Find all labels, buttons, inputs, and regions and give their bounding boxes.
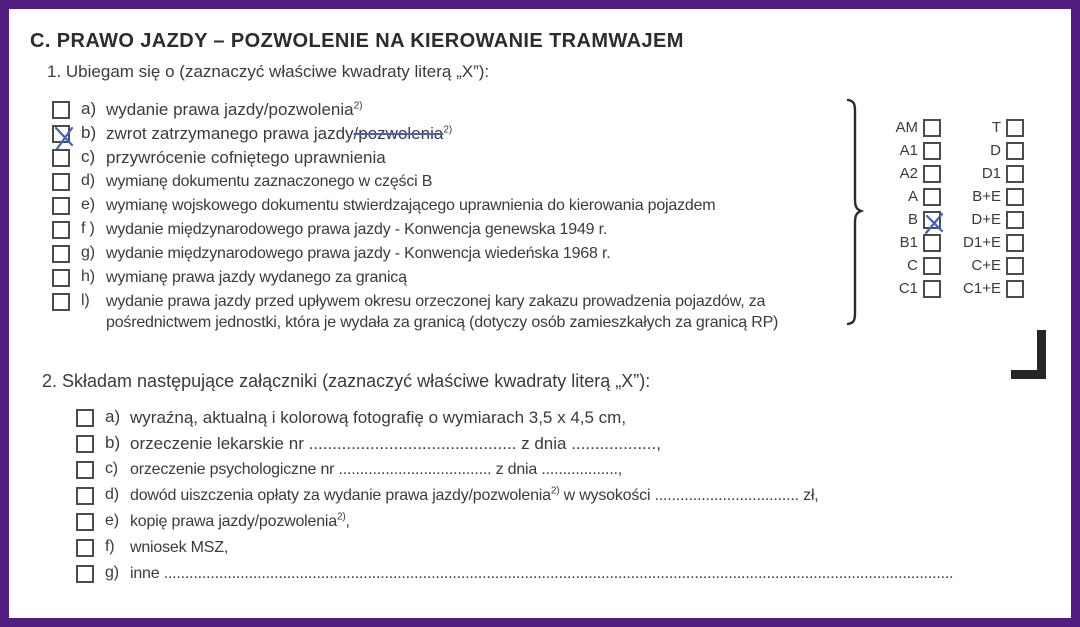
item-prefix: f) (105, 538, 115, 555)
checkbox-s2-f[interactable] (76, 539, 94, 557)
s1-item-g (52, 243, 796, 264)
checkbox-cat-C1+E[interactable] (1006, 280, 1024, 298)
s1-item-h (52, 267, 796, 288)
checkbox-s1-d[interactable] (52, 173, 70, 191)
checkbox-cat-A2[interactable] (923, 165, 941, 183)
item-text: kopię prawa jazdy/pozwolenia$^{2)}$, (130, 511, 350, 530)
category-label-D: D (990, 142, 1001, 159)
category-row (878, 257, 1024, 275)
item-text: orzeczenie lekarskie nr ............................................ z dnia .................., (130, 434, 661, 453)
category-row (878, 119, 1024, 137)
s1-item-b (52, 123, 796, 144)
item-prefix: c) (81, 147, 96, 166)
footnote-ref: 2) (353, 100, 363, 112)
item-prefix: c) (105, 460, 118, 477)
footnote-ref: 2) (336, 511, 346, 523)
item-prefix: f ) (81, 220, 95, 237)
item-prefix: a) (81, 99, 97, 118)
checkbox-cat-D[interactable] (1006, 142, 1024, 160)
item-prefix: d) (105, 486, 119, 503)
item-prefix: h) (81, 268, 95, 285)
checkbox-s2-g[interactable] (76, 565, 94, 583)
category-row (878, 280, 1024, 298)
item-text: wymianę prawa jazdy wydanego za granicą (106, 269, 407, 286)
item-text: wydanie międzynarodowego prawa jazdy - Konwencja genewska 1949 r. (106, 221, 608, 238)
s2-item-c (76, 459, 1026, 480)
footnote-ref: 2) (443, 124, 453, 136)
checkbox-s1-e[interactable] (52, 197, 70, 215)
category-label-C1: C1 (898, 280, 918, 297)
category-label-A1: A1 (899, 142, 918, 159)
category-label-C1+E: C1+E (963, 280, 1001, 297)
checkbox-cat-D1+E[interactable] (1006, 234, 1024, 252)
item-text: wymianę dokumentu zaznaczonego w części B (106, 173, 433, 190)
category-row (878, 188, 1024, 206)
category-label-C: C (907, 257, 918, 274)
s2-item-b (76, 433, 1026, 454)
checkbox-s2-e[interactable] (76, 513, 94, 531)
checkbox-cat-B+E[interactable] (1006, 188, 1024, 206)
checkbox-cat-B1[interactable] (923, 234, 941, 252)
checkbox-s1-f[interactable] (52, 221, 70, 239)
s2-item-e (76, 511, 1026, 532)
checkbox-s2-b[interactable] (76, 435, 94, 453)
section1-heading: 1. Ubiegam się o (zaznaczyć właściwe kwadraty literą „X”): (47, 62, 490, 81)
checkbox-s1-l[interactable] (52, 293, 70, 311)
category-label-B+E: B+E (972, 188, 1001, 205)
item-prefix: l) (81, 292, 90, 309)
item-prefix: g) (81, 244, 95, 261)
item-text: dowód uiszczenia opłaty za wydanie prawa jazdy/pozwolenia$^{2)}$ w wysokości .................................. zł, (130, 485, 819, 504)
item-text: wymianę wojskowego dokumentu stwierdzającego uprawnienia do kierowania pojazdem (106, 197, 716, 214)
item-prefix: e) (81, 196, 95, 213)
checkbox-cat-D+E[interactable] (1006, 211, 1024, 229)
checkbox-s2-a[interactable] (76, 409, 94, 427)
checkbox-cat-C[interactable] (923, 257, 941, 275)
s1-item-f (52, 219, 796, 240)
category-label-D1: D1 (981, 165, 1001, 182)
s1-item-l (52, 291, 796, 333)
category-row (878, 142, 1024, 160)
s1-item-d (52, 171, 796, 192)
category-label-D1+E: D1+E (963, 234, 1001, 251)
s1-item-a (52, 99, 796, 120)
item-text: wyraźną, aktualną i kolorową fotografię o wymiarach 3,5 x 4,5 cm, (130, 408, 627, 427)
checkbox-cat-T[interactable] (1006, 119, 1024, 137)
item-text: zwrot zatrzymanego prawa jazdy/pozwolenia$^{2)}$ (106, 124, 453, 143)
s2-item-f (76, 537, 1026, 558)
category-label-C+E: C+E (971, 257, 1001, 274)
checkbox-s1-g[interactable] (52, 245, 70, 263)
item-prefix: b) (81, 123, 97, 142)
s1-item-e (52, 195, 796, 216)
item-prefix: g) (105, 564, 119, 581)
checkbox-cat-A[interactable] (923, 188, 941, 206)
section2-list (76, 407, 1026, 589)
corner-mark (1011, 330, 1046, 379)
item-prefix: b) (105, 433, 121, 452)
category-row (878, 234, 1024, 252)
item-prefix: d) (81, 172, 95, 189)
section2-heading: 2. Składam następujące załączniki (zaznaczyć właściwe kwadraty literą „X”): (42, 371, 651, 391)
category-label-B: B (907, 211, 918, 228)
category-label-A: A (907, 188, 918, 205)
item-text: inne .......................................................................................................................................................................................... (130, 565, 954, 582)
checkbox-cat-C1[interactable] (923, 280, 941, 298)
item-text: wydanie prawa jazdy/pozwolenia$^{2)}$ (106, 100, 363, 119)
category-label-B1: B1 (899, 234, 918, 251)
checkbox-s1-a[interactable] (52, 101, 70, 119)
checkbox-cat-A1[interactable] (923, 142, 941, 160)
checkbox-cat-C+E[interactable] (1006, 257, 1024, 275)
item-text: orzeczenie psychologiczne nr .................................... z dnia .................., (130, 461, 623, 478)
checkbox-s2-d[interactable] (76, 487, 94, 505)
handwritten-x-icon (921, 210, 945, 236)
item-prefix: e) (105, 512, 119, 529)
s2-item-g (76, 563, 1026, 584)
checkbox-s1-b[interactable] (52, 125, 70, 143)
footnote-ref: 2) (550, 485, 560, 497)
checkbox-cat-AM[interactable] (923, 119, 941, 137)
category-label-AM: AM (895, 119, 918, 136)
category-grid (878, 119, 1024, 303)
category-label-A2: A2 (899, 165, 918, 182)
section1-list (52, 99, 796, 336)
item-text: wydanie prawa jazdy przed upływem okresu orzeczonej kary zakazu prowadzenia pojazdów, za pośrednictwem jednostki, która je wydała za granicą (dotyczy osób zamieszkałych za granicą RP) (106, 293, 779, 331)
category-row (878, 165, 1024, 183)
checkbox-cat-B[interactable] (923, 211, 941, 229)
category-row (878, 211, 1024, 229)
s1-item-c (52, 147, 796, 168)
category-label-T: T (991, 119, 1001, 136)
s2-item-a (76, 407, 1026, 428)
checkbox-cat-D1[interactable] (1006, 165, 1024, 183)
checkbox-s1-h[interactable] (52, 269, 70, 287)
checkbox-s2-c[interactable] (76, 461, 94, 479)
item-text: przywrócenie cofniętego uprawnienia (106, 148, 386, 167)
category-label-D+E: D+E (971, 211, 1001, 228)
curly-brace-icon (845, 97, 865, 327)
struck-text: /pozwolenia (353, 124, 444, 143)
s2-item-d (76, 485, 1026, 506)
checkbox-s1-c[interactable] (52, 149, 70, 167)
item-text: wniosek MSZ, (130, 539, 229, 556)
item-prefix: a) (105, 407, 121, 426)
item-text: wydanie międzynarodowego prawa jazdy - Konwencja wiedeńska 1968 r. (106, 245, 611, 262)
section-title: C. PRAWO JAZDY – POZWOLENIE NA KIEROWANIE TRAMWAJEM (30, 30, 684, 52)
